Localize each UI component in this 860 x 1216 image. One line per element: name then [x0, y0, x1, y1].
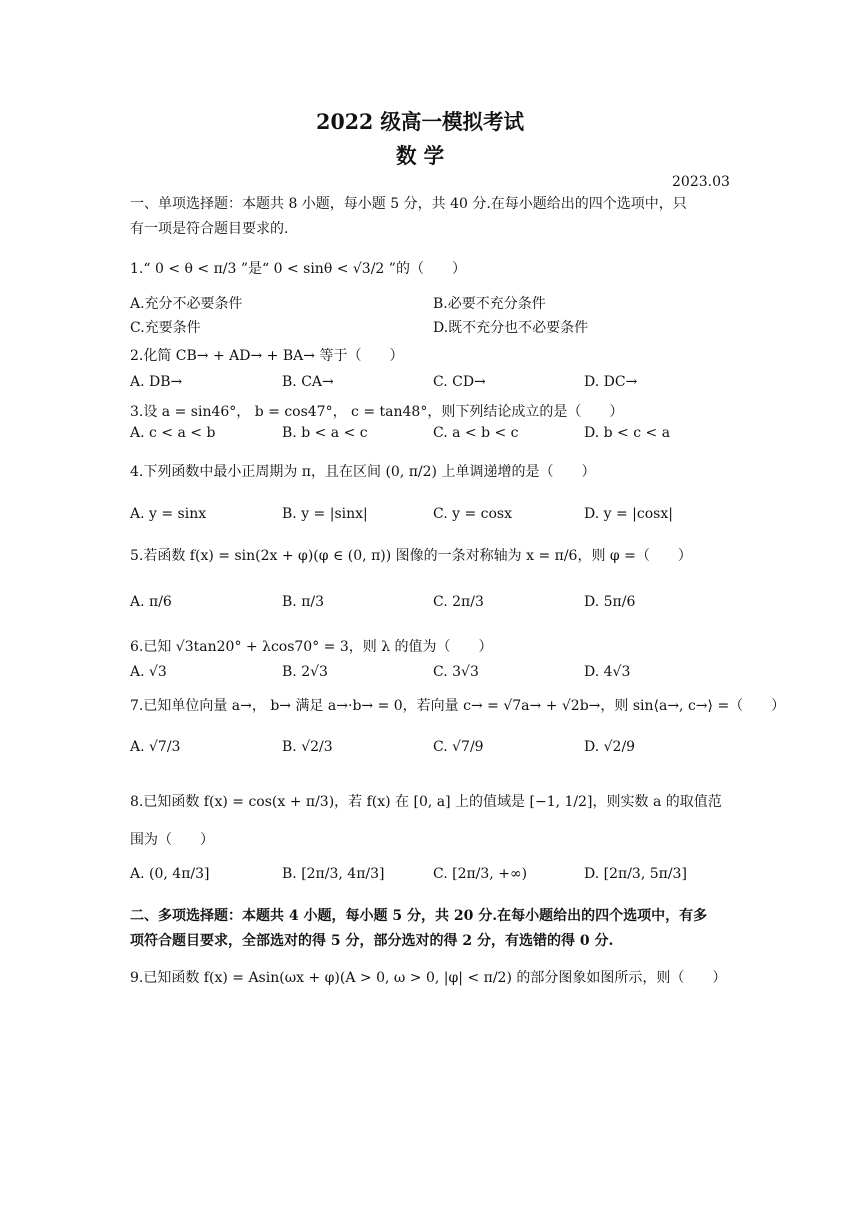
question-4-stem: 4.下列函数中最小正周期为 π，且在区间 (0, π/2) 上单调递增的是（ ）	[130, 464, 596, 480]
question-5-stem: 5.若函数 f(x) = sin(2x + φ)(φ ∈ (0, π)) 图像的一条对称轴为 x = π/6，则 φ =（ ）	[130, 548, 692, 564]
question-2-option-b: B. CA→	[282, 374, 334, 390]
question-6-stem: 6.已知 √3tan20° + λcos70° = 3，则 λ 的值为（ ）	[130, 639, 493, 655]
question-6-option-c: C. 3√3	[433, 664, 479, 680]
question-7-option-b: B. √2/3	[282, 739, 333, 755]
question-1-option-a: A.充分不必要条件	[130, 296, 243, 312]
section2-intro-line1: 二、多项选择题：本题共 4 小题，每小题 5 分，共 20 分.在每小题给出的四个选项中，有多	[130, 908, 708, 924]
question-1-stem: 1.“ 0 < θ < π/3 ”是“ 0 < sinθ < √3/2 ”的（ ）	[130, 261, 466, 277]
question-5-option-a: A. π/6	[130, 594, 172, 610]
question-3-stem: 3.设 a = sin46°， b = cos47°， c = tan48°，则下列结论成立的是（ ）	[130, 404, 624, 420]
question-1-option-d: D.既不充分也不必要条件	[433, 320, 589, 336]
question-8-stem-line1: 8.已知函数 f(x) = cos(x + π/3)，若 f(x) 在 [0, a] 上的值域是 [−1, 1/2]，则实数 a 的取值范	[130, 794, 722, 810]
question-3-option-a: A. c < a < b	[130, 425, 216, 441]
question-3-option-b: B. b < a < c	[282, 425, 368, 441]
subject-title: 数 学	[396, 143, 445, 168]
section2-intro-line2: 项符合题目要求，全部选对的得 5 分，部分选对的得 2 分，有选错的得 0 分.	[130, 933, 614, 949]
question-6-option-b: B. 2√3	[282, 664, 328, 680]
question-6-option-d: D. 4√3	[584, 664, 631, 680]
question-5-option-b: B. π/3	[282, 594, 325, 610]
question-3-option-c: C. a < b < c	[433, 425, 519, 441]
question-8-option-b: B. [2π/3, 4π/3]	[282, 866, 385, 882]
question-6-option-a: A. √3	[130, 664, 167, 680]
question-2-option-d: D. DC→	[584, 374, 638, 390]
question-2-option-a: A. DB→	[130, 374, 183, 390]
question-4-option-c: C. y = cosx	[433, 506, 513, 522]
question-9-stem: 9.已知函数 f(x) = Asin(ωx + φ)(A > 0, ω > 0, |φ| < π/2) 的部分图象如图所示，则（ ）	[130, 970, 727, 986]
question-2-option-c: C. CD→	[433, 374, 486, 390]
question-5-option-d: D. 5π/6	[584, 594, 636, 610]
question-2-stem: 2.化简 CB→ + AD→ + BA→ 等于（ ）	[130, 348, 404, 364]
question-7-option-c: C. √7/9	[433, 739, 484, 755]
question-8-option-a: A. (0, 4π/3]	[130, 866, 210, 882]
question-3-option-d: D. b < c < a	[584, 425, 671, 441]
question-7-option-d: D. √2/9	[584, 739, 636, 755]
question-4-option-d: D. y = |cosx|	[584, 506, 673, 522]
question-1-option-b: B.必要不充分条件	[433, 296, 546, 312]
question-4-option-a: A. y = sinx	[130, 506, 207, 522]
question-4-option-b: B. y = |sinx|	[282, 506, 368, 522]
exam-date: 2023.03	[672, 174, 730, 190]
question-1-option-c: C.充要条件	[130, 320, 201, 336]
section1-intro-line1: 一、单项选择题：本题共 8 小题，每小题 5 分，共 40 分.在每小题给出的四个选项中，只	[130, 196, 687, 212]
question-8-stem-line2: 围为（ ）	[130, 832, 214, 848]
section1-intro-line2: 有一项是符合题目要求的.	[130, 221, 289, 237]
exam-title: 2022 级高一模拟考试	[316, 109, 525, 134]
question-7-stem: 7.已知单位向量 a→， b→ 满足 a→·b→ = 0，若向量 c→ = √7a→ + √2b→，则 sin⟨a→, c→⟩ =（ ）	[130, 698, 786, 714]
question-8-option-c: C. [2π/3, +∞)	[433, 866, 528, 882]
question-8-option-d: D. [2π/3, 5π/3]	[584, 866, 687, 882]
question-7-option-a: A. √7/3	[130, 739, 181, 755]
question-5-option-c: C. 2π/3	[433, 594, 484, 610]
